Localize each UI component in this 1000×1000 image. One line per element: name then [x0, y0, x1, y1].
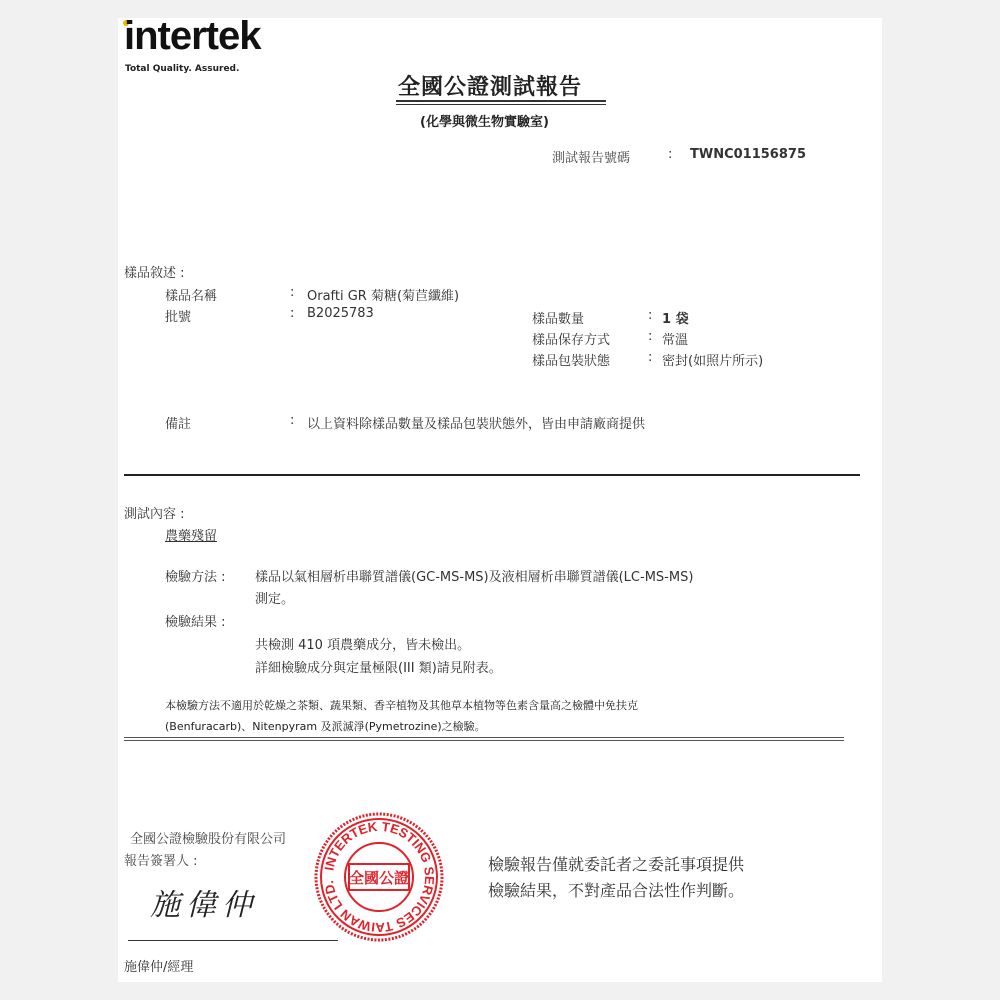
- test-section-label: 測試內容 :: [124, 507, 185, 522]
- sample-name-value: Orafti GR 菊糖(菊苣纖維): [307, 289, 460, 304]
- sample-name-label: 樣品名稱: [165, 289, 218, 304]
- disclaimer-line-2: 檢驗結果，不對產品合法性作判斷。: [488, 881, 745, 900]
- title-underline: [396, 100, 606, 102]
- report-subtitle: (化學與微生物實驗室): [420, 115, 549, 130]
- quantity-label: 樣品數量: [532, 312, 585, 327]
- storage-label: 樣品保存方式: [532, 333, 611, 348]
- result-line-2: 詳細檢驗成分與定量極限(III 類)請見附表。: [255, 661, 502, 676]
- storage-value: 常溫: [662, 333, 689, 348]
- section-divider: [124, 474, 860, 476]
- stamp-ring-text: INTERTEK TESTING SERVICES TAIWAN LTD.: [321, 818, 438, 936]
- company-seal-stamp: [312, 810, 446, 944]
- colon: :: [648, 350, 653, 365]
- signature-line: [128, 940, 338, 941]
- note-rule-2: [124, 740, 844, 741]
- note-rule: [124, 737, 844, 738]
- colon: :: [290, 413, 295, 428]
- test-item: 農藥殘留: [165, 529, 218, 544]
- report-no-colon: :: [668, 147, 673, 162]
- quantity-value: 1 袋: [662, 312, 689, 327]
- method-line-2: 測定。: [255, 592, 295, 607]
- note-line-1: 本檢驗方法不適用於乾燥之茶類、蔬果類、香辛植物及其他草本植物等色素含量高之檢體中免扶克: [165, 699, 638, 712]
- stamp-center-text: 全國公證: [348, 869, 410, 887]
- signer-name: 施偉仲/經理: [124, 960, 194, 975]
- result-label: 檢驗結果 :: [165, 615, 226, 630]
- intertek-logo: intertek: [124, 14, 261, 58]
- colon: :: [648, 308, 653, 323]
- signer-label: 報告簽署人 :: [124, 854, 198, 869]
- disclaimer-line-1: 檢驗報告僅就委託者之委託事項提供: [488, 855, 745, 874]
- method-label: 檢驗方法 :: [165, 570, 226, 585]
- sample-section-label: 樣品敘述 :: [124, 266, 185, 281]
- batch-value: B2025783: [307, 306, 374, 321]
- remark-label: 備註: [165, 417, 192, 432]
- title-underline-2: [396, 104, 606, 105]
- report-title: 全國公證測試報告: [398, 75, 583, 100]
- method-line-1: 樣品以氣相層析串聯質譜儀(GC-MS-MS)及液相層析串聯質譜儀(LC-MS-MS): [255, 570, 694, 585]
- company-name: 全國公證檢驗股份有限公司: [130, 832, 287, 847]
- report-no-label: 測試報告號碼: [552, 151, 631, 166]
- logo-tagline: Total Quality. Assured.: [125, 64, 240, 74]
- colon: :: [290, 285, 295, 300]
- remark-value: 以上資料除樣品數量及樣品包裝狀態外，皆由申請廠商提供: [307, 417, 646, 432]
- batch-label: 批號: [165, 310, 192, 325]
- note-line-2: (Benfuracarb)、Nitenpyram 及派滅淨(Pymetrozine)之檢驗。: [165, 720, 486, 733]
- package-value: 密封(如照片所示): [662, 354, 764, 369]
- colon: :: [290, 306, 295, 321]
- colon: :: [648, 329, 653, 344]
- package-label: 樣品包裝狀態: [532, 354, 611, 369]
- signature: 施偉仲: [150, 888, 258, 923]
- report-no: TWNC01156875: [690, 147, 806, 162]
- result-line-1: 共檢測 410 項農藥成分，皆未檢出。: [255, 638, 471, 653]
